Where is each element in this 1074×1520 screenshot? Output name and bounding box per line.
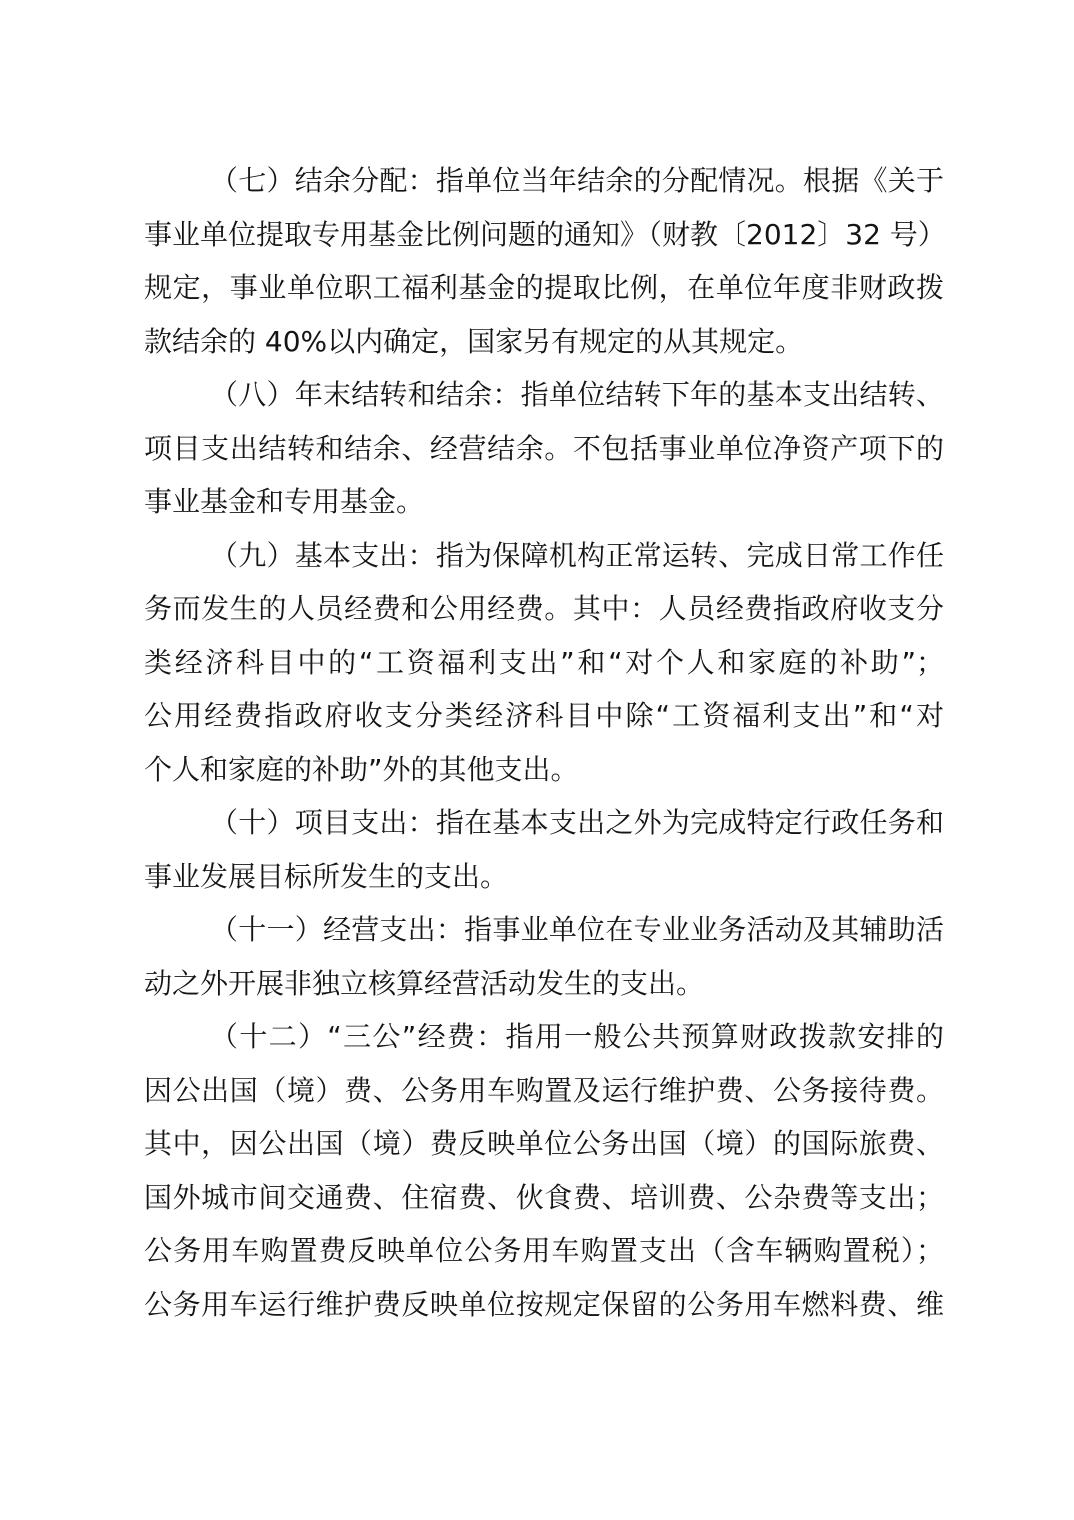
paragraph-9-line-5: 个人和家庭的补助”外的其他支出。 xyxy=(144,753,579,786)
paragraph-12-line-1: （十二）“三公”经费：指用一般公共预算财政拨款安排的 xyxy=(210,1020,944,1053)
paragraph-9-line-3: 类经济科目中的“工资福利支出”和“对个人和家庭的补助”； xyxy=(144,646,944,679)
paragraph-9-line-1: （九）基本支出：指为保障机构正常运转、完成日常工作任 xyxy=(210,539,944,572)
paragraph-12-line-2: 因公出国（境）费、公务用车购置及运行维护费、公务接待费。 xyxy=(144,1074,944,1107)
paragraph-7-line-4: 款结余的 40%以内确定，国家另有规定的从其规定。 xyxy=(144,325,804,358)
paragraph-10-line-2: 事业发展目标所发生的支出。 xyxy=(144,860,509,893)
paragraph-11-line-1: （十一）经营支出：指事业单位在专业业务活动及其辅助活 xyxy=(210,913,944,946)
paragraph-10-line-1: （十）项目支出：指在基本支出之外为完成特定行政任务和 xyxy=(210,806,944,839)
paragraph-8-line-1: （八）年末结转和结余：指单位结转下年的基本支出结转、 xyxy=(210,378,944,411)
paragraph-8-line-2: 项目支出结转和结余、经营结余。不包括事业单位净资产项下的 xyxy=(144,432,944,465)
paragraph-9-line-4: 公用经费指政府收支分类经济科目中除“工资福利支出”和“对 xyxy=(144,699,944,732)
paragraph-11-line-2: 动之外开展非独立核算经营活动发生的支出。 xyxy=(144,967,705,1000)
paragraph-12-line-6: 公务用车运行维护费反映单位按规定保留的公务用车燃料费、维 xyxy=(144,1288,944,1321)
paragraph-7-line-3: 规定，事业单位职工福利基金的提取比例，在单位年度非财政拨 xyxy=(144,271,944,304)
paragraph-12-line-4: 国外城市间交通费、住宿费、伙食费、培训费、公杂费等支出； xyxy=(144,1181,944,1214)
paragraph-7-line-1: （七）结余分配：指单位当年结余的分配情况。根据《关于 xyxy=(210,164,944,197)
paragraph-12-line-3: 其中，因公出国（境）费反映单位公务出国（境）的国际旅费、 xyxy=(144,1127,944,1160)
paragraph-8-line-3: 事业基金和专用基金。 xyxy=(144,485,425,518)
paragraph-9-line-2: 务而发生的人员经费和公用经费。其中：人员经费指政府收支分 xyxy=(144,592,944,625)
paragraph-7-line-2: 事业单位提取专用基金比例问题的通知》（财教〔2012〕32 号） xyxy=(144,218,946,251)
paragraph-12-line-5: 公务用车购置费反映单位公务用车购置支出（含车辆购置税）； xyxy=(144,1234,944,1267)
